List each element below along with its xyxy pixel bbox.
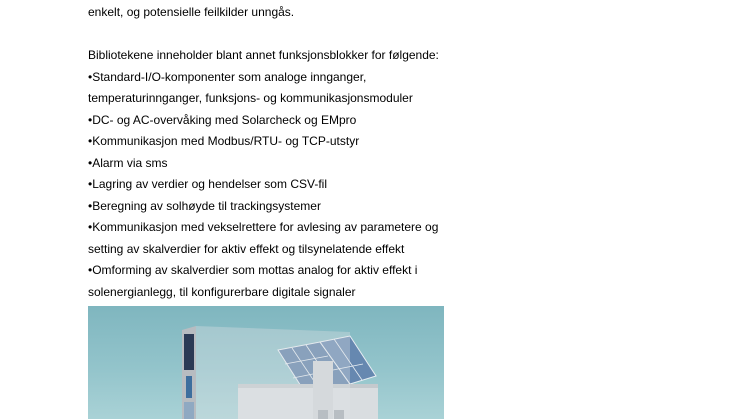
bullet-item-continuation: setting av skalverdier for aktiv effekt og tilsynelatende effekt (88, 241, 405, 256)
product-image (88, 306, 444, 419)
document-body (88, 2, 508, 303)
bullet-item: •Lagring av verdier og hendelser som CSV-fil (88, 177, 327, 191)
bullet-item: •Alarm via sms (88, 155, 168, 170)
bullet-item: •Omforming av skalverdier som mottas analog for aktiv effekt i (88, 263, 418, 277)
bullet-item: •Beregning av solhøyde til trackingsystemer (88, 198, 321, 213)
paragraph-gap (88, 24, 508, 46)
bullet-item: •DC- og AC-overvåking med Solarcheck og EMpro (88, 112, 357, 127)
software-box (182, 326, 350, 419)
bullet-item: •Kommunikasjon med Modbus/RTU- og TCP-utstyr (88, 134, 360, 148)
bullet-item-continuation: solenergianlegg, til konfigurerbare digitale signaler (88, 284, 356, 299)
bullet-item: •Kommunikasjon med vekselrettere for avlesing av parametere og (88, 220, 439, 234)
bullet-item: •Standard-I/O-komponenter som analoge innganger, (88, 69, 367, 84)
software-box-illustration (88, 306, 444, 419)
paragraph-tail: enkelt, og potensielle feilkilder unngås. (88, 5, 295, 19)
bullet-item-continuation: temperaturinnganger, funksjons- og kommunikasjonsmoduler (88, 91, 413, 105)
list-intro: Bibliotekene inneholder blant annet funksjonsblokker for følgende: (88, 48, 439, 62)
